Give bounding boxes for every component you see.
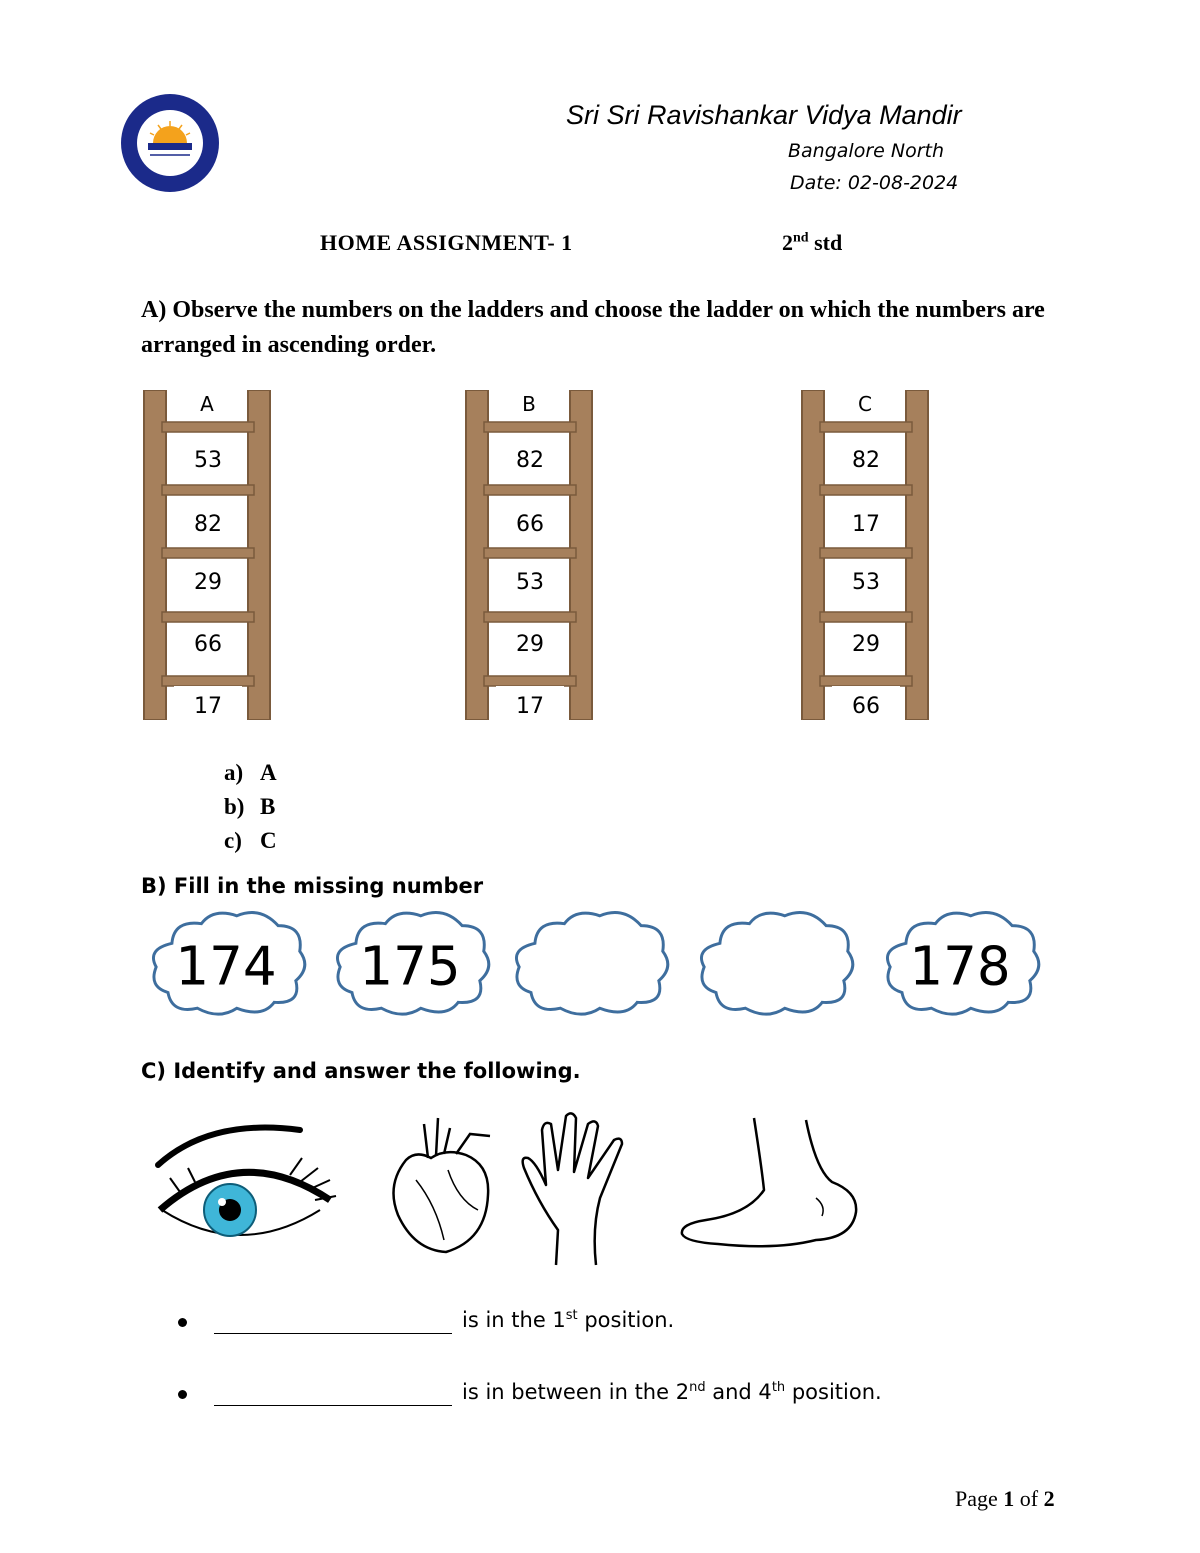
page-current: 1 (1003, 1486, 1015, 1511)
grade-label (782, 230, 842, 256)
ladder-number: 82 (516, 448, 544, 473)
assignment-date: Date: 02-08-2024 (790, 172, 959, 194)
ladder-rung (820, 548, 912, 558)
number-cloud (326, 904, 494, 1022)
heart-icon (386, 1110, 496, 1260)
option-letter: a) (224, 760, 244, 785)
question-b-text: B) Fill in the missing number (141, 874, 484, 898)
cloud-number: 178 (909, 935, 1011, 998)
answer-blank-2[interactable] (214, 1380, 452, 1406)
grade-suffix: std (808, 230, 843, 255)
ladder-number: 66 (516, 512, 544, 537)
ladder-c (800, 390, 935, 720)
eye-icon (150, 1110, 340, 1270)
option-a[interactable] (224, 756, 277, 790)
text-part: is in between in the 2 (462, 1380, 690, 1404)
text-sup: th (771, 1380, 786, 1395)
number-cloud (142, 904, 310, 1022)
question-c-text: C) Identify and answer the following. (141, 1059, 581, 1083)
ladder-number: 53 (852, 570, 880, 595)
foot-icon (676, 1110, 862, 1260)
cloud-number: 174 (175, 935, 277, 998)
option-value: A (260, 760, 277, 785)
ladder-rung (484, 485, 576, 495)
ladder-b (464, 390, 599, 720)
option-letter: c) (224, 828, 242, 853)
answer-options (224, 756, 277, 858)
school-location: Bangalore North (788, 140, 945, 162)
school-name: Sri Sri Ravishankar Vidya Mandir (566, 100, 962, 130)
ladder-rung (820, 612, 912, 622)
text-part: position. (785, 1380, 882, 1404)
ladder-number: 66 (194, 632, 222, 657)
ladder-label: C (858, 392, 872, 416)
text-part: position. (577, 1308, 675, 1332)
ladder-rung (162, 548, 254, 558)
page-prefix: Page (955, 1486, 1004, 1511)
ladder-rung (162, 422, 254, 432)
option-b[interactable] (224, 790, 277, 824)
ladder-rung (162, 676, 254, 686)
ladder-rung (820, 676, 912, 686)
empty-cloud[interactable] (505, 904, 673, 1022)
cloud-shape (701, 913, 852, 1015)
ladder-rung (162, 612, 254, 622)
cloud-shape (516, 913, 667, 1015)
ladder-number: 17 (516, 694, 544, 719)
page-title: HOME ASSIGNMENT- 1 (320, 230, 573, 255)
ladder-number: 53 (516, 570, 544, 595)
question-a-text: A) Observe the numbers on the ladders and choose the ladder on which the numbers are arranged in ascending order. (141, 297, 1045, 358)
empty-cloud[interactable] (690, 904, 858, 1022)
ladder-number: 82 (194, 512, 222, 537)
bullet-dot (178, 1390, 187, 1399)
number-cloud (876, 904, 1044, 1022)
option-letter: b) (224, 794, 245, 819)
ladder-number: 17 (852, 512, 880, 537)
bullet-dot (178, 1318, 187, 1327)
answer-blank-1[interactable] (214, 1308, 452, 1334)
text-sup: st (565, 1308, 578, 1323)
option-c[interactable] (224, 824, 277, 858)
option-value: B (260, 794, 276, 819)
ladder-number: 66 (852, 694, 880, 719)
ladder-number: 17 (194, 694, 222, 719)
ladder-number: 53 (194, 448, 222, 473)
ladder-number: 82 (852, 448, 880, 473)
text-part: is in the 1 (462, 1308, 566, 1332)
ladder-number: 29 (852, 632, 880, 657)
school-logo (120, 93, 220, 193)
ladder-rung (484, 422, 576, 432)
cloud-number: 175 (359, 935, 461, 998)
ladder-rung (820, 485, 912, 495)
ladder-rung (162, 485, 254, 495)
blank-item-2-text (462, 1380, 882, 1404)
ladder-a (142, 390, 277, 720)
page-number (955, 1486, 1055, 1512)
blank-item-1-text (462, 1308, 674, 1332)
grade-suffix-sup: nd (793, 230, 809, 246)
ladder-rung (484, 612, 576, 622)
ladder-rung (484, 548, 576, 558)
option-value: C (260, 828, 277, 853)
hand-icon (516, 1110, 636, 1268)
text-sup: nd (689, 1380, 706, 1395)
ladder-rung (484, 676, 576, 686)
ladder-label: A (200, 392, 214, 416)
ladder-number: 29 (194, 570, 222, 595)
ladder-label: B (522, 392, 536, 416)
page-total: 2 (1043, 1486, 1055, 1511)
ladder-number: 29 (516, 632, 544, 657)
ladder-rung (820, 422, 912, 432)
page-mid: of (1014, 1486, 1044, 1511)
text-part: and 4 (705, 1380, 772, 1404)
grade-number: 2 (782, 230, 793, 255)
